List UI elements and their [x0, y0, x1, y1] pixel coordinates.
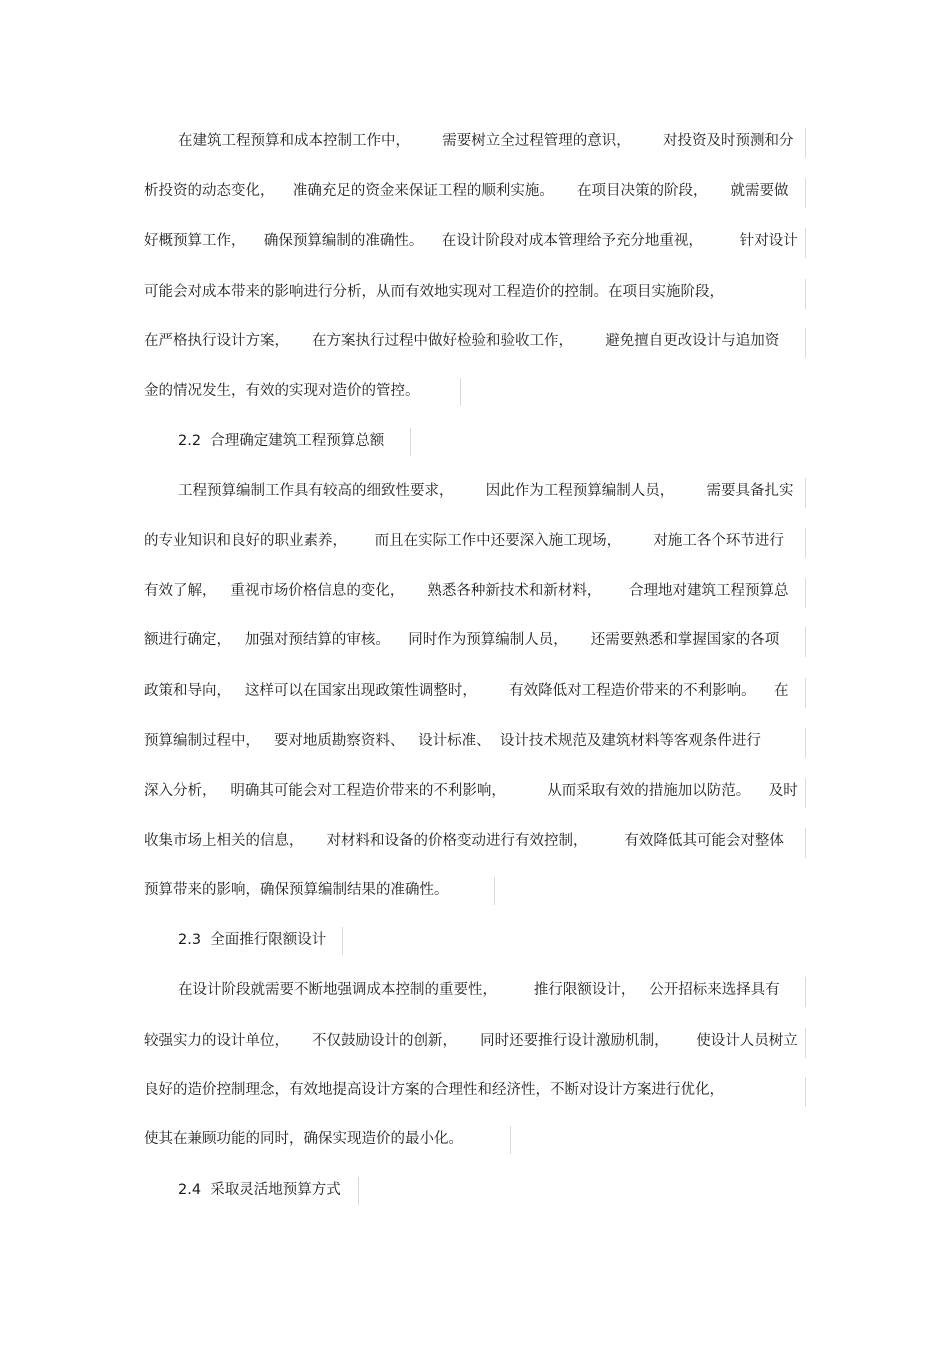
text-line: 额进行确定， 加强对预结算的审核。 同时作为预算编制人员， 还需要熟悉和掌握国家的各项: [144, 632, 780, 648]
text-line: 好概预算工作， 确保预算编制的准确性。 在设计阶段对成本管理给予充分地重视， 针对设计: [144, 233, 798, 249]
text-line: 在设计阶段就需要不断地强调成本控制的重要性， 推行限额设计， 公开招标来选择具有: [178, 982, 780, 998]
text-line: 预算编制过程中， 要对地质勘察资料、 设计标准、 设计技术规范及建筑材料等客观条件进行: [144, 733, 761, 749]
text-edge-rule: [342, 927, 343, 955]
text-edge-rule: [805, 328, 806, 358]
text-edge-rule: [805, 778, 806, 808]
text-line: 工程预算编制工作具有较高的细致性要求， 因此作为工程预算编制人员， 需要具备扎实: [178, 483, 794, 499]
text-edge-rule: [460, 378, 461, 406]
text-line: 可能会对成本带来的影响进行分析，从而有效地实现对工程造价的控制。在项目实施阶段，: [144, 284, 724, 300]
text-line: 2.3 全面推行限额设计: [178, 932, 327, 948]
text-edge-rule: [805, 1077, 806, 1107]
text-edge-rule: [805, 977, 806, 1007]
text-edge-rule: [805, 728, 806, 758]
text-edge-rule: [510, 1126, 511, 1154]
text-line: 政策和导向， 这样可以在国家出现政策性调整时， 有效降低对工程造价带来的不利影响。 在: [144, 683, 789, 699]
text-edge-rule: [494, 877, 495, 905]
text-line: 在建筑工程预算和成本控制工作中， 需要树立全过程管理的意识， 对投资及时预测和分: [178, 133, 794, 149]
text-edge-rule: [805, 279, 806, 309]
text-line: 在严格执行设计方案， 在方案执行过程中做好检验和验收工作， 避免擅自更改设计与追加资: [144, 333, 780, 349]
text-line: 使其在兼顾功能的同时，确保实现造价的最小化。: [144, 1131, 463, 1147]
text-edge-rule: [805, 1028, 806, 1058]
text-line: 收集市场上相关的信息， 对材料和设备的价格变动进行有效控制， 有效降低其可能会对整体: [144, 833, 784, 849]
text-edge-rule: [805, 228, 806, 258]
text-edge-rule: [805, 128, 806, 158]
text-edge-rule: [805, 828, 806, 858]
text-edge-rule: [410, 428, 411, 456]
text-edge-rule: [805, 578, 806, 608]
text-edge-rule: [805, 478, 806, 508]
text-line: 金的情况发生，有效的实现对造价的管控。: [144, 383, 420, 399]
text-line: 析投资的动态变化， 准确充足的资金来保证工程的顺利实施。 在项目决策的阶段， 就需要做: [144, 183, 789, 199]
text-line: 的专业知识和良好的职业素养， 而且在实际工作中还要深入施工现场， 对施工各个环节进行: [144, 533, 784, 549]
text-line: 2.2 合理确定建筑工程预算总额: [178, 433, 385, 449]
text-edge-rule: [358, 1177, 359, 1205]
text-line: 2.4 采取灵活地预算方式: [178, 1182, 341, 1198]
text-line: 有效了解， 重视市场价格信息的变化， 熟悉各种新技术和新材料， 合理地对建筑工程预算总: [144, 583, 789, 599]
text-edge-rule: [805, 627, 806, 657]
text-line: 预算带来的影响，确保预算编制结果的准确性。: [144, 882, 449, 898]
text-edge-rule: [805, 528, 806, 558]
text-line: 较强实力的设计单位， 不仅鼓励设计的创新， 同时还要推行设计激励机制， 使设计人员树立: [144, 1033, 798, 1049]
text-line: 深入分析， 明确其可能会对工程造价带来的不利影响， 从而采取有效的措施加以防范。 及时: [144, 783, 798, 799]
text-edge-rule: [805, 178, 806, 208]
text-line: 良好的造价控制理念，有效地提高设计方案的合理性和经济性，不断对设计方案进行优化，: [144, 1082, 724, 1098]
text-edge-rule: [805, 678, 806, 708]
